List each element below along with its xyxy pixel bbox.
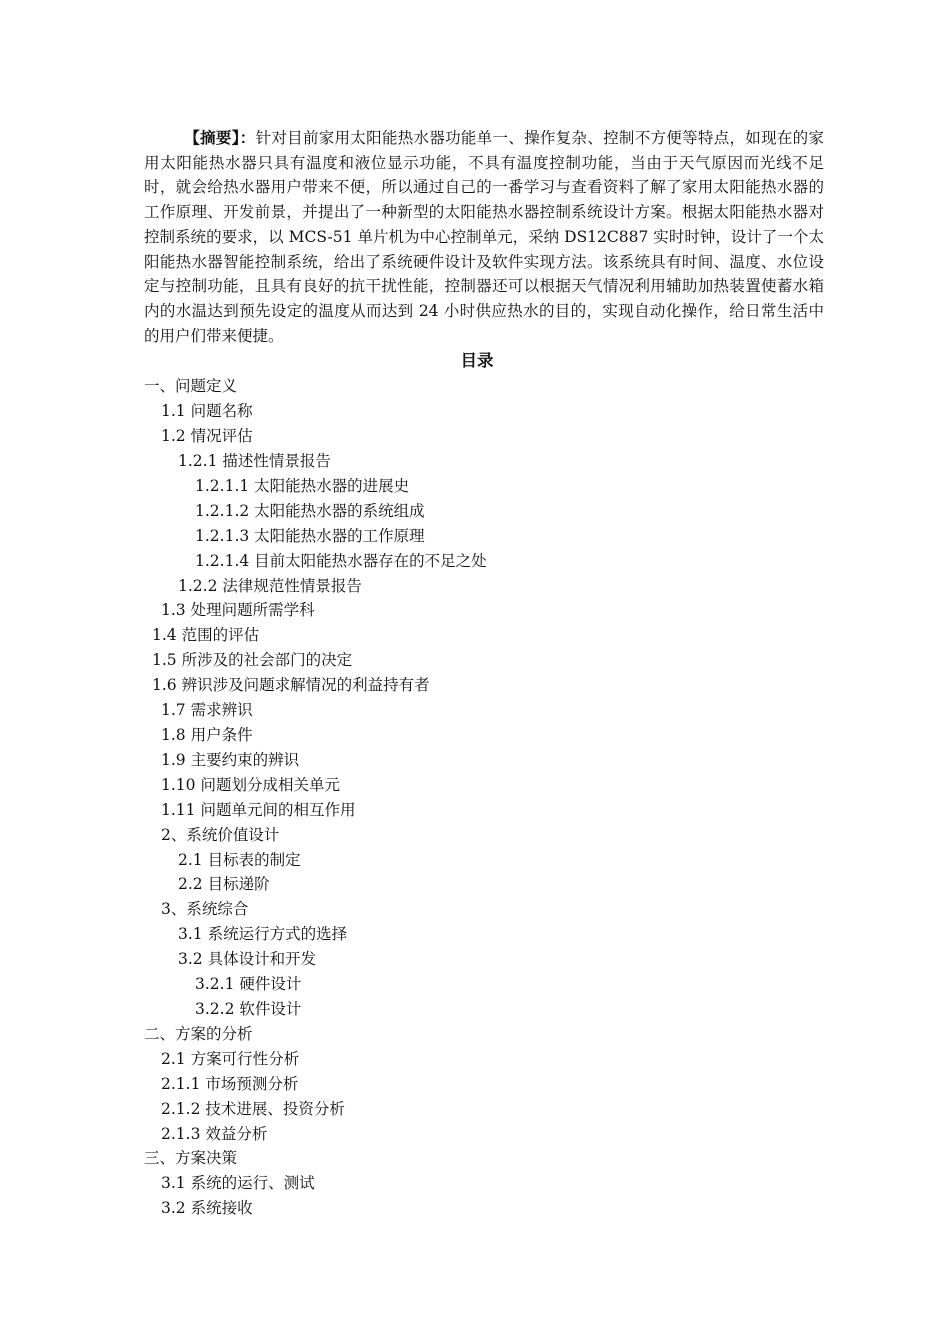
abstract-paragraph xyxy=(144,126,824,348)
toc-item: 1.9 主要约束的辨识 xyxy=(161,750,300,769)
table-of-contents xyxy=(144,374,824,1221)
toc-item: 1.2.1.3 太阳能热水器的工作原理 xyxy=(195,526,425,545)
toc-item: 2.1.1 市场预测分析 xyxy=(161,1074,299,1093)
toc-item: 2.1.3 效益分析 xyxy=(161,1124,268,1143)
toc-item: 3.2.2 软件设计 xyxy=(195,999,302,1018)
toc-item: 二、方案的分析 xyxy=(144,1024,253,1043)
toc-item: 1.4 范围的评估 xyxy=(152,626,260,645)
abstract-label: 【摘要】 xyxy=(184,128,240,147)
toc-item: 1.6 辨识涉及问题求解情况的利益持有者 xyxy=(152,676,430,695)
toc-item: 三、方案决策 xyxy=(144,1149,238,1168)
toc-item: 1.1 问题名称 xyxy=(161,402,253,421)
toc-title: 目录 xyxy=(460,351,494,371)
toc-item: 3.2 具体设计和开发 xyxy=(178,950,317,969)
toc-item: 1.2.1 描述性情景报告 xyxy=(178,452,331,471)
toc-item: 2.1 方案可行性分析 xyxy=(161,1049,300,1068)
toc-item: 1.2.2 法律规范性情景报告 xyxy=(178,576,362,595)
toc-item: 1.5 所涉及的社会部门的决定 xyxy=(152,651,353,670)
toc-item: 1.2.1.4 目前太阳能热水器存在的不足之处 xyxy=(195,551,487,570)
toc-item: 1.7 需求辨识 xyxy=(161,701,253,720)
toc-item: 1.2 情况评估 xyxy=(161,427,253,446)
toc-item: 1.11 问题单元间的相互作用 xyxy=(161,800,356,819)
toc-item: 3.1 系统运行方式的选择 xyxy=(178,925,348,944)
toc-item: 1.3 处理问题所需学科 xyxy=(161,601,315,620)
toc-item: 1.8 用户条件 xyxy=(161,726,253,745)
toc-item: 一、问题定义 xyxy=(144,377,238,396)
toc-item: 1.2.1.1 太阳能热水器的进展史 xyxy=(195,476,410,495)
abstract-colon: ： xyxy=(239,128,256,147)
toc-item: 3.2.1 硬件设计 xyxy=(195,975,302,994)
abstract-text: 针对目前家用太阳能热水器功能单一、操作复杂、控制不方便等特点，如现在的家用太阳能热水器只具有温度和液位显示功能，不具有温度控制功能，当由于天气原因而光线不足时，就会给热水器用户带来不便，所以通过自己的一番学习与查看资料了解了家用太阳能热水器的工作原理、开发前景，并提出了一种新型的太阳能热水器控制系统设计方案。根据太阳能热水器对控制系统的要求，以 MCS-51 单片机为中心控制单元，采纳 DS12C887 实时时钟，设计了一个太阳能热水器智能控制系统，给出了系统硬件设计及软件实现方法。该系统具有时间、温度、水位设定与控制功能，且具有良好的抗干扰性能，控制器还可以根据天气情况利用辅助加热装置使蓄水箱内的水温达到预先设定的温度从而达到 24 小时供应热水的目的，实现自动化操作，给日常生活中的用户们带来便捷。 xyxy=(144,129,824,345)
toc-item: 2.1 目标表的制定 xyxy=(178,850,301,869)
document-page xyxy=(144,126,824,1221)
toc-item: 3.2 系统接收 xyxy=(161,1199,253,1218)
toc-item: 2、系统价值设计 xyxy=(161,825,280,844)
toc-item: 3、系统综合 xyxy=(161,900,249,919)
toc-item: 2.1.2 技术进展、投资分析 xyxy=(161,1099,345,1118)
toc-item: 1.2.1.2 太阳能热水器的系统组成 xyxy=(195,501,425,520)
toc-item: 3.1 系统的运行、测试 xyxy=(161,1174,315,1193)
toc-item: 1.10 问题划分成相关单元 xyxy=(161,775,340,794)
toc-item: 2.2 目标递阶 xyxy=(178,875,270,894)
